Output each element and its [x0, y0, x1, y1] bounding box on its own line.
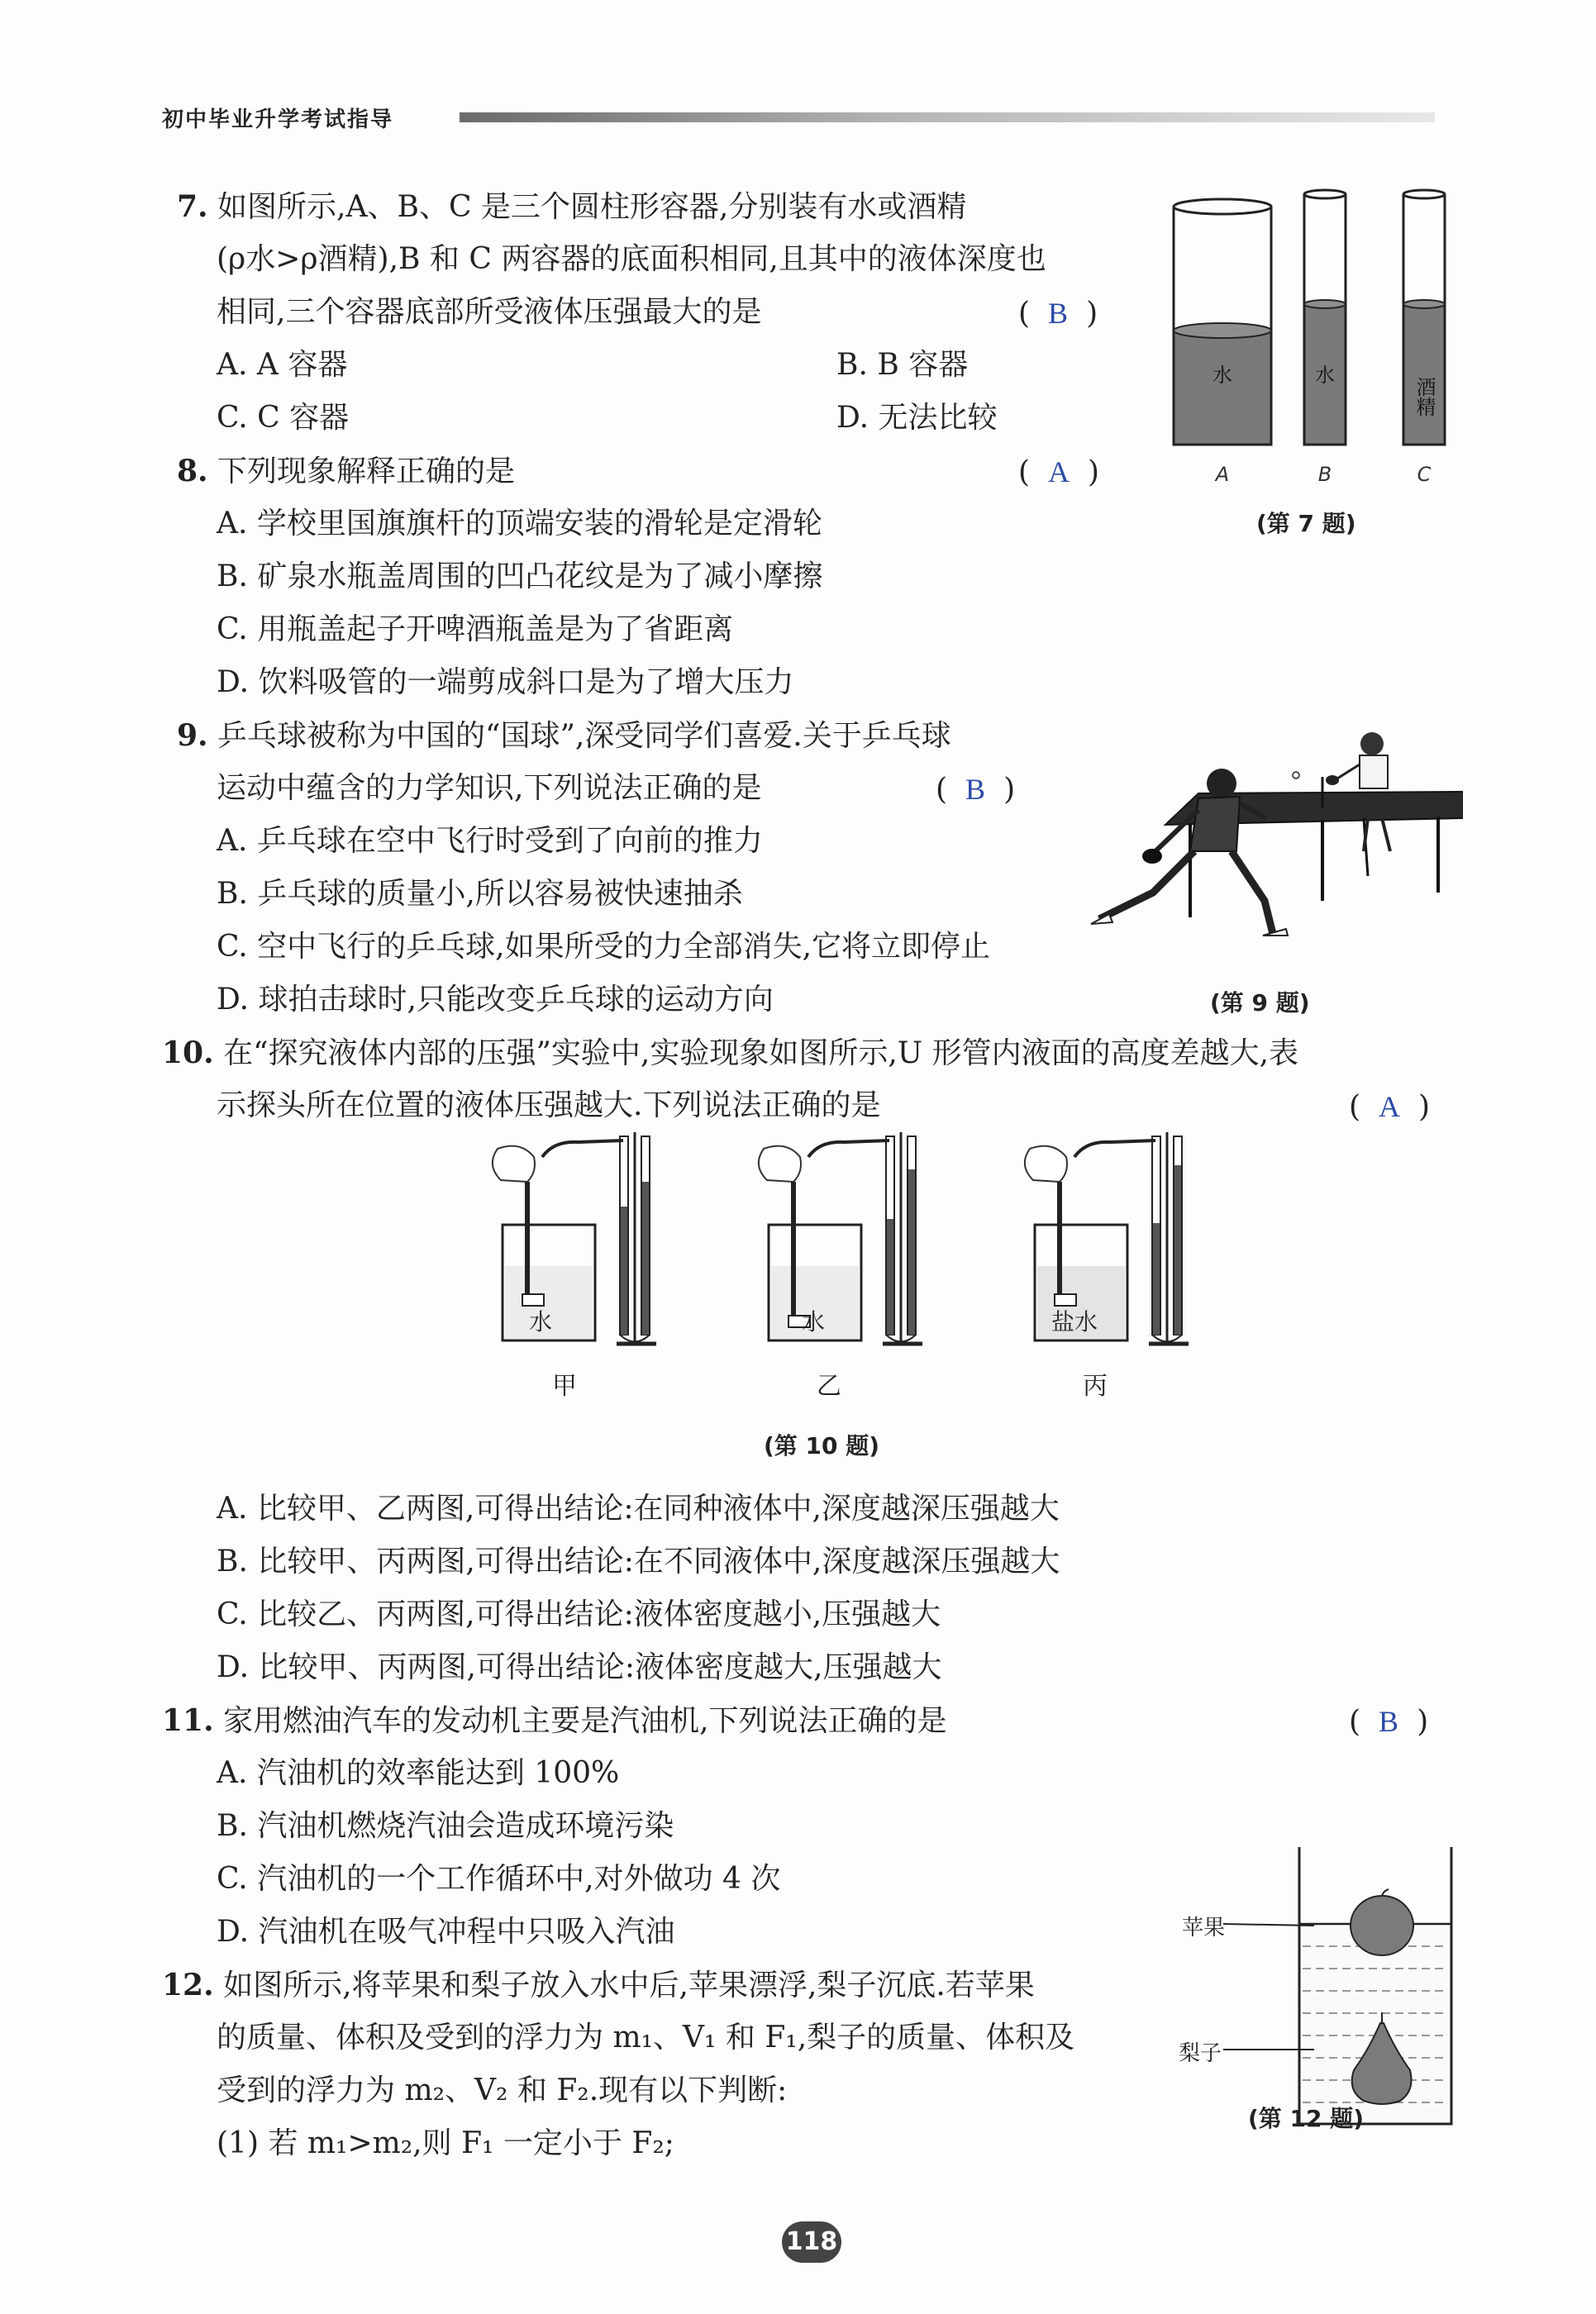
q10-answer: ( A ) — [1349, 1090, 1431, 1124]
header-title: 初中毕业升学考试指导 — [162, 107, 394, 132]
q7-caption: (第 7 题) — [1256, 510, 1356, 537]
q9-line2: 运动中蕴含的力学知识,下列说法正确的是 — [217, 771, 762, 805]
q10-option-c: C. 比较乙、丙两图,可得出结论:液体密度越小,压强越大 — [217, 1597, 941, 1631]
label-c: C — [1417, 463, 1432, 486]
q10-caption: (第 10 题) — [764, 1432, 880, 1459]
q12-line3: 受到的浮力为 m₂、V₂ 和 F₂.现有以下判断: — [217, 2074, 788, 2107]
q11-option-c: C. 汽油机的一个工作循环中,对外做功 4 次 — [217, 1862, 781, 1896]
q12-label-pear: 梨子 — [1179, 2041, 1222, 2066]
label-liquid-b: 水 — [1315, 364, 1335, 387]
q12-line1: 12. 如图所示,将苹果和梨子放入水中后,苹果漂浮,梨子沉底.若苹果 — [162, 1959, 1035, 2012]
q9-answer: ( B ) — [936, 773, 1016, 807]
q9-number: 9. — [177, 718, 208, 753]
q8-answer: ( A ) — [1018, 455, 1100, 489]
q7-option-a: A. A 容器 — [217, 348, 348, 382]
q9-option-b: B. 乒乓球的质量小,所以容易被快速抽杀 — [217, 877, 743, 911]
q10-label-bing: 丙 — [1083, 1372, 1108, 1401]
q9-option-d: D. 球拍击球时,只能改变乒乓球的运动方向 — [217, 983, 774, 1017]
q10-label-jia: 甲 — [552, 1372, 577, 1401]
q10-liquid-jia: 水 — [529, 1308, 553, 1336]
q7-option-d: D. 无法比较 — [836, 401, 998, 435]
q10-liquid-yi: 水 — [802, 1308, 826, 1336]
player-near-body — [1190, 797, 1240, 851]
apparatus-bing — [1025, 1132, 1189, 1344]
q10-line1: 10. 在“探究液体内部的压强”实验中,实验现象如图所示,U 形管内液面的高度差越大,表 — [162, 1026, 1298, 1080]
q11-answer: ( B ) — [1349, 1705, 1429, 1739]
q12-caption: (第 12 题) — [1248, 2105, 1365, 2132]
q10-option-d: D. 比较甲、丙两图,可得出结论:液体密度越大,压强越大 — [217, 1650, 942, 1684]
q7-figure-containers — [1157, 182, 1471, 504]
q11-stem: 11. 家用燃油汽车的发动机主要是汽油机,下列说法正确的是 — [162, 1694, 947, 1748]
ball — [1293, 772, 1299, 778]
apparatus-jia — [493, 1132, 656, 1344]
q12-line2: 的质量、体积及受到的浮力为 m₁、V₁ 和 F₁,梨子的质量、体积及 — [217, 2021, 1075, 2055]
q7-option-b: B. B 容器 — [836, 348, 969, 382]
q9-line1: 9. 乒乓球被称为中国的“国球”,深受同学们喜爱.关于乒乓球 — [177, 709, 951, 763]
paddle-near — [1142, 849, 1162, 864]
q11-number: 11. — [162, 1703, 214, 1738]
q9-figure-table-tennis — [1074, 727, 1463, 950]
q12-label-apple: 苹果 — [1182, 1916, 1226, 1940]
q8-option-b: B. 矿泉水瓶盖周围的凹凸花纹是为了减小摩擦 — [217, 559, 823, 593]
player-far-head — [1360, 732, 1384, 755]
paddle-far — [1326, 775, 1339, 785]
q8-option-d: D. 饮料吸管的一端剪成斜口是为了增大压力 — [217, 665, 794, 699]
q10-line2: 示探头所在位置的液体压强越大.下列说法正确的是 — [217, 1088, 881, 1122]
apple — [1351, 1896, 1413, 1955]
page-number: 118 — [782, 2221, 841, 2263]
player-far-body — [1360, 755, 1388, 788]
q10-liquid-bing: 盐水 — [1051, 1308, 1098, 1336]
q12-line4: (1) 若 m₁>m₂,则 F₁ 一定小于 F₂; — [217, 2126, 674, 2160]
label-liquid-c: 酒精 — [1413, 377, 1436, 417]
q10-number: 10. — [162, 1036, 214, 1070]
q7-line3: 相同,三个容器底部所受液体压强最大的是 — [217, 295, 762, 329]
q7-number: 7. — [177, 189, 208, 224]
q8-option-a: A. 学校里国旗旗杆的顶端安装的滑轮是定滑轮 — [217, 507, 822, 540]
q7-option-c: C. C 容器 — [217, 401, 350, 435]
q7-answer: ( B ) — [1018, 297, 1098, 331]
label-a: A — [1215, 463, 1230, 486]
apparatus-yi — [759, 1132, 922, 1344]
q8-number: 8. — [177, 454, 208, 488]
label-b: B — [1317, 463, 1332, 486]
q12-number: 12. — [162, 1968, 214, 2002]
q8-stem: 8. 下列现象解释正确的是 — [177, 445, 515, 498]
container-b — [1304, 190, 1346, 445]
q11-option-d: D. 汽油机在吸气冲程中只吸入汽油 — [217, 1915, 675, 1949]
q9-caption: (第 9 题) — [1210, 989, 1310, 1017]
player-near-head — [1207, 769, 1236, 798]
label-liquid-a: 水 — [1212, 364, 1232, 387]
q10-option-b: B. 比较甲、丙两图,可得出结论:在不同液体中,深度越深压强越大 — [217, 1545, 1060, 1578]
q11-option-b: B. 汽油机燃烧汽油会造成环境污染 — [217, 1809, 674, 1843]
container-a — [1174, 199, 1271, 445]
q10-label-yi: 乙 — [817, 1372, 841, 1401]
q9-option-c: C. 空中飞行的乒乓球,如果所受的力全部消失,它将立即停止 — [217, 930, 991, 964]
q7-line2: (ρ水>ρ酒精),B 和 C 两容器的底面积相同,且其中的液体深度也 — [217, 242, 1046, 276]
q10-option-a: A. 比较甲、乙两图,可得出结论:在同种液体中,深度越深压强越大 — [217, 1492, 1060, 1526]
q8-option-c: C. 用瓶盖起子开啤酒瓶盖是为了省距离 — [217, 612, 734, 646]
q11-option-a: A. 汽油机的效率能达到 100% — [217, 1756, 620, 1790]
q7-line1: 7. 如图所示,A、B、C 是三个圆柱形容器,分别装有水或酒精 — [177, 180, 966, 234]
header-rule — [460, 112, 1435, 122]
q9-option-a: A. 乒乓球在空中飞行时受到了向前的推力 — [217, 824, 763, 858]
